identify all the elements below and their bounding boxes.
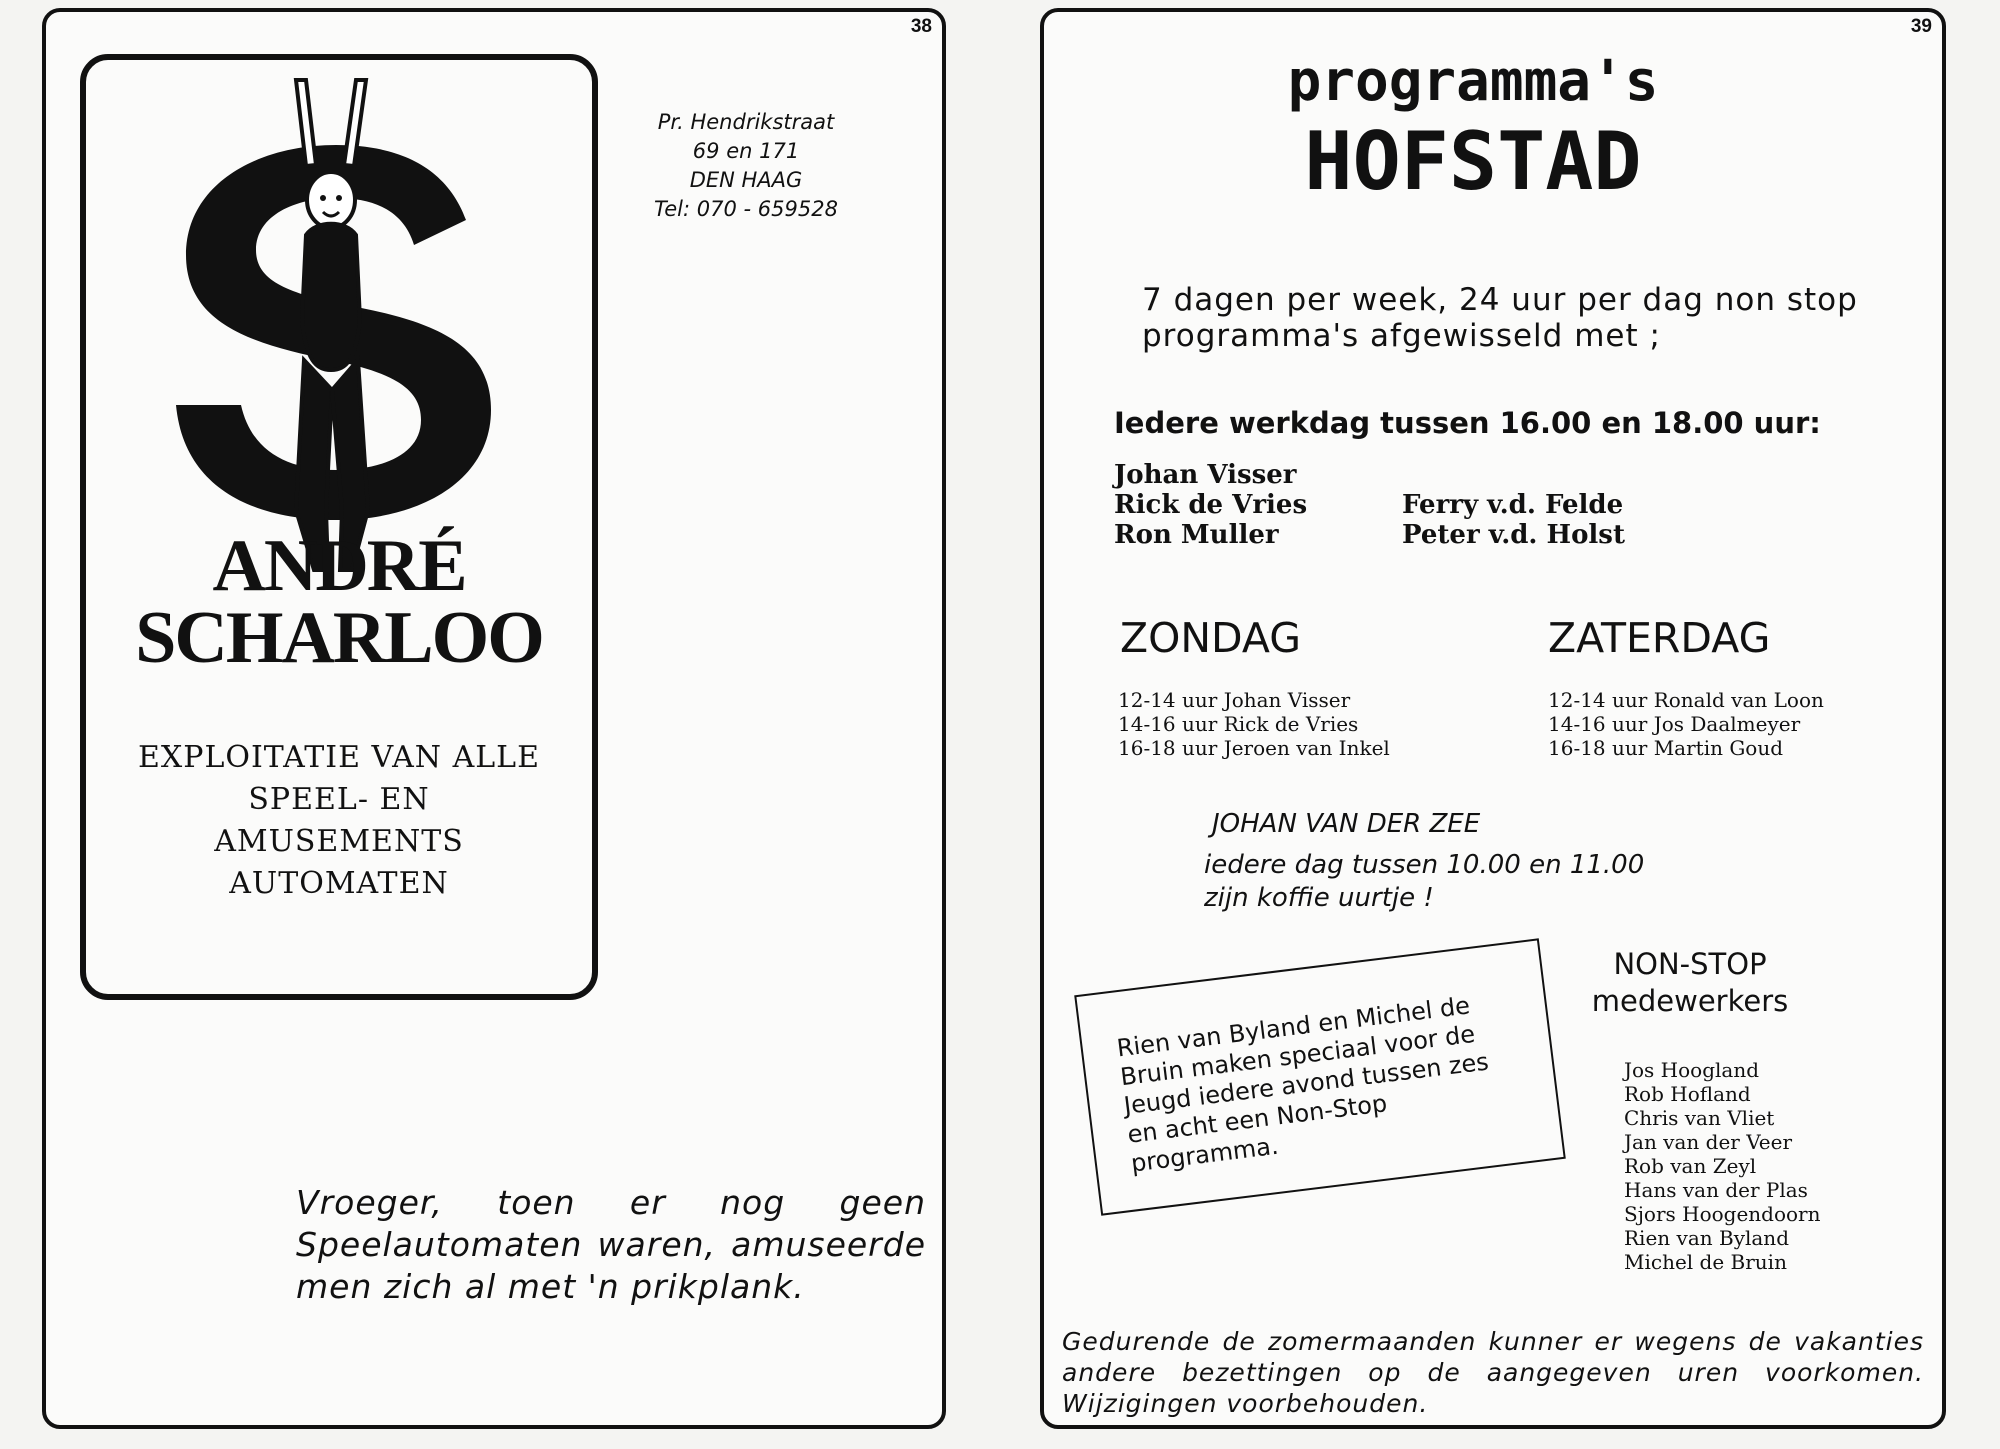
dollar-dancer-logo-icon [146,70,516,590]
weekday-name: Ron Muller [1114,520,1279,550]
saturday-schedule [1548,688,1824,760]
footer-note: Gedurende de zomermaanden kunner er wegens de vakanties andere bezettingen op de aangegeven uren voorkomen. Wijzigingen voorbehouden. [1062,1327,1924,1418]
schedule-slot: 16-18 uur Jeroen van Inkel [1118,736,1390,760]
sunday-heading: ZONDAG [1120,614,1301,662]
address-numbers: 69 en 171 [692,139,800,163]
johan-line2: zijn koffie uurtje ! [1204,883,1434,913]
staff-member: Rob van Zeyl [1624,1154,1757,1178]
quote-text: Vroeger, toen er nog geen Speelautomaten waren, amuseerde men zich al met 'n prikplank. [296,1183,926,1306]
staff-member: Jos Hoogland [1624,1058,1760,1082]
staff-member: Rien van Byland [1624,1226,1789,1250]
intro-text: 7 dagen per week, 24 uur per dag non stop programma's afgewisseld met ; [1142,282,1858,354]
weekday-name: Ferry v.d. Felde [1402,490,1624,520]
schedule-slot: 14-16 uur Rick de Vries [1118,712,1359,736]
saturday-heading: ZATERDAG [1548,614,1771,662]
youth-program-box [1074,938,1566,1215]
nonstop-heading [1584,946,1796,1020]
title-programmas: programma's [1287,49,1659,114]
title-hofstad: HOFSTAD [1304,115,1642,208]
staff-member: Chris van Vliet [1624,1106,1775,1130]
johan-line1: iedere dag tussen 10.00 en 11.00 [1204,850,1645,880]
ad-line-1: EXPLOITATIE VAN ALLE [138,740,540,775]
staff-member: Michel de Bruin [1624,1250,1787,1274]
page-39 [1040,8,1946,1429]
weekday-heading: Iedere werkdag tussen 16.00 en 18.00 uur: [1114,406,1821,440]
address-street: Pr. Hendrikstraat [657,110,835,134]
address-phone: Tel: 070 - 659528 [654,197,838,221]
weekday-names-left [1114,460,1307,550]
schedule-slot: 14-16 uur Jos Daalmeyer [1548,712,1801,736]
advertisement-box [80,54,598,1000]
ad-line-4: AUTOMATEN [229,866,449,901]
staff-member: Rob Hofland [1624,1082,1751,1106]
page-number: 39 [1910,16,1932,37]
page-38 [42,8,946,1429]
address-city: DEN HAAG [689,168,803,192]
page-number: 38 [910,16,932,37]
nonstop-heading-line1: NON-STOP [1613,947,1767,981]
dollar-logo-svg [146,70,516,590]
weekday-name: Peter v.d. Holst [1402,520,1625,550]
company-name-line2: SCHARLOO [135,597,543,679]
weekday-name: Rick de Vries [1114,490,1308,520]
schedule-slot: 12-14 uur Ronald van Loon [1548,688,1824,712]
weekday-names-right [1402,490,1625,550]
nonstop-heading-line2: medewerkers [1591,984,1789,1018]
staff-member: Sjors Hoogendoorn [1624,1202,1821,1226]
company-name [86,525,592,679]
staff-member: Jan van der Veer [1624,1130,1793,1154]
address-block [636,108,856,224]
company-name-line1: ANDRÉ [212,525,466,607]
staff-member: Hans van der Plas [1624,1178,1808,1202]
johan-van-der-zee-block [1204,808,1764,915]
sunday-schedule [1118,688,1390,760]
youth-program-text: Rien van Byland en Michel de Bruin maken speciaal voor de Jeugd iedere avond tussen zes en acht een Non-Stop programma. [1115,991,1491,1178]
schedule-slot: 16-18 uur Martin Goud [1548,736,1784,760]
weekday-name: Johan Visser [1114,460,1297,490]
johan-name: JOHAN VAN DER ZEE [1212,809,1481,839]
ad-line-2: SPEEL- EN [248,782,430,817]
staff-list [1624,1058,1821,1274]
ad-line-3: AMUSEMENTS [214,824,464,859]
schedule-slot: 12-14 uur Johan Visser [1118,688,1351,712]
